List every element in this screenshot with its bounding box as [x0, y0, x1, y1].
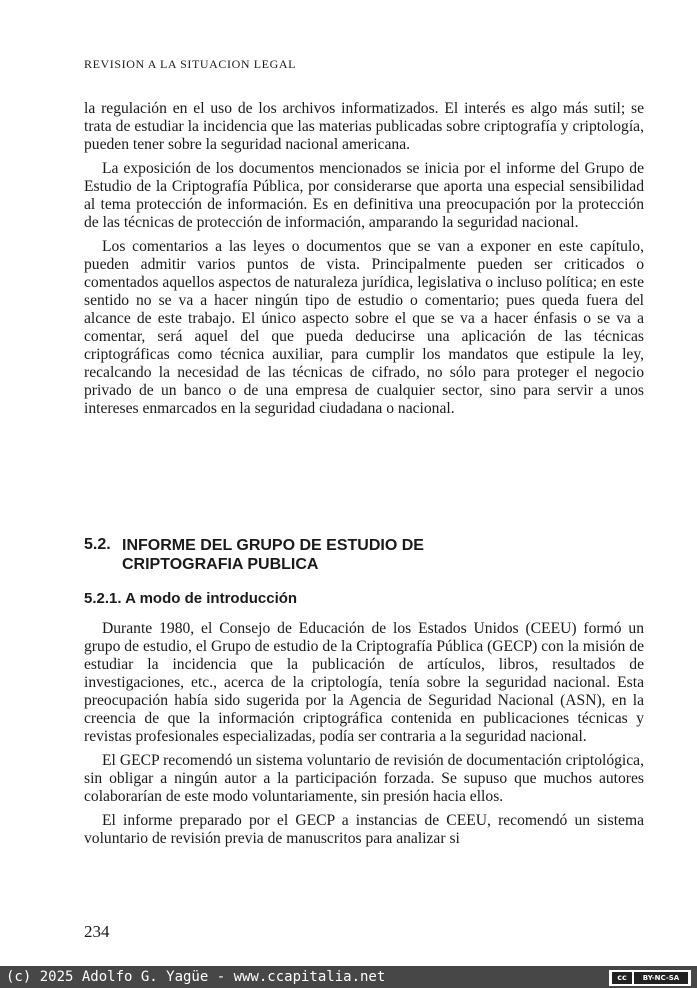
paragraph: Durante 1980, el Consejo de Educación de los Estados Unidos (CEEU) formó un grupo de estudio, el Grupo de estudio de la Criptografía Pública (GECP) con la misión de estudiar la incidencia que la publicación de artículos, libros, resultados de investigaciones, etc., acerca de la criptología, tenía sobre la seguridad nacional. Esta preocupación había sido sugerida por la Agencia de Seguridad Nacional (ASN), en la creencia de que la información criptográfica contenida en publicaciones técnicas y revistas profesionales especializadas, podía ser contraria a la seguridad nacional.: [84, 620, 644, 745]
license-text: BY-NC-SA: [634, 972, 688, 984]
running-head: REVISION A LA SITUACION LEGAL: [84, 57, 297, 71]
section-title: INFORME DEL GRUPO DE ESTUDIO DE CRIPTOGRAFIA PUBLICA: [122, 537, 424, 573]
paragraph: La exposición de los documentos mencionados se inicia por el informe del Grupo de Estudio de la Criptografía Pública, por considerarse que aporta una especial sensibilidad al tema protección de información. Es en definitiva una preocupación por la protección de las técnicas de protección de información, amparando la seguridad nacional.: [84, 160, 644, 231]
section-heading: [84, 536, 564, 576]
paragraph: El GECP recomendó un sistema voluntario de revisión de documentación criptológica, sin obligar a ningún autor a la participación forzada. Se supuso que muchos autores colaborarían de este modo voluntariamente, sin presión hacia ellos.: [84, 752, 644, 805]
paragraph: El informe preparado por el GECP a instancias de CEEU, recomendó un sistema voluntario de revisión previa de manuscritos para analizar si: [84, 812, 644, 847]
paragraph: la regulación en el uso de los archivos informatizados. El interés es algo más sutil; se trata de estudiar la incidencia que las materias publicadas sobre criptografía y criptología, pueden tener sobre la seguridad nacional americana.: [84, 100, 644, 153]
page-number: 234: [84, 922, 110, 941]
cc-license-badge: [609, 970, 691, 986]
copyright-text: (c) 2025 Adolfo G. Yagüe - www.ccapitalia.net: [6, 969, 386, 985]
paragraph: Los comentarios a las leyes o documentos que se van a exponer en este capítulo, pueden admitir varios puntos de vista. Principalmente pueden ser criticados o comentados aquellos aspectos de naturaleza jurídica, legislativa o incluso política; en este sentido no se va a hacer ningún tipo de estudio o comentario; pues queda fuera del alcance de este trabajo. El único aspecto sobre el que se va a hacer énfasis o se va a comentar, será aquel del que pueda deducirse una aplicación de las técnicas criptográficas como técnica auxiliar, para cumplir los mandatos que estipule la ley, recalcando la necesidad de las técnicas de cifrado, no sólo para proteger el negocio privado de un banco o de una empresa de cualquier sector, sino para servir a unos intereses enmarcados en la seguridad ciudadana o nacional.: [84, 238, 644, 417]
section-number: 5.2.: [84, 536, 111, 553]
body-text-before: [84, 100, 644, 424]
cc-icon: cc: [612, 972, 632, 984]
subsection-heading: 5.2.1. A modo de introducción: [84, 590, 298, 607]
body-text-after: [84, 620, 644, 854]
footer-bar: [0, 966, 697, 988]
